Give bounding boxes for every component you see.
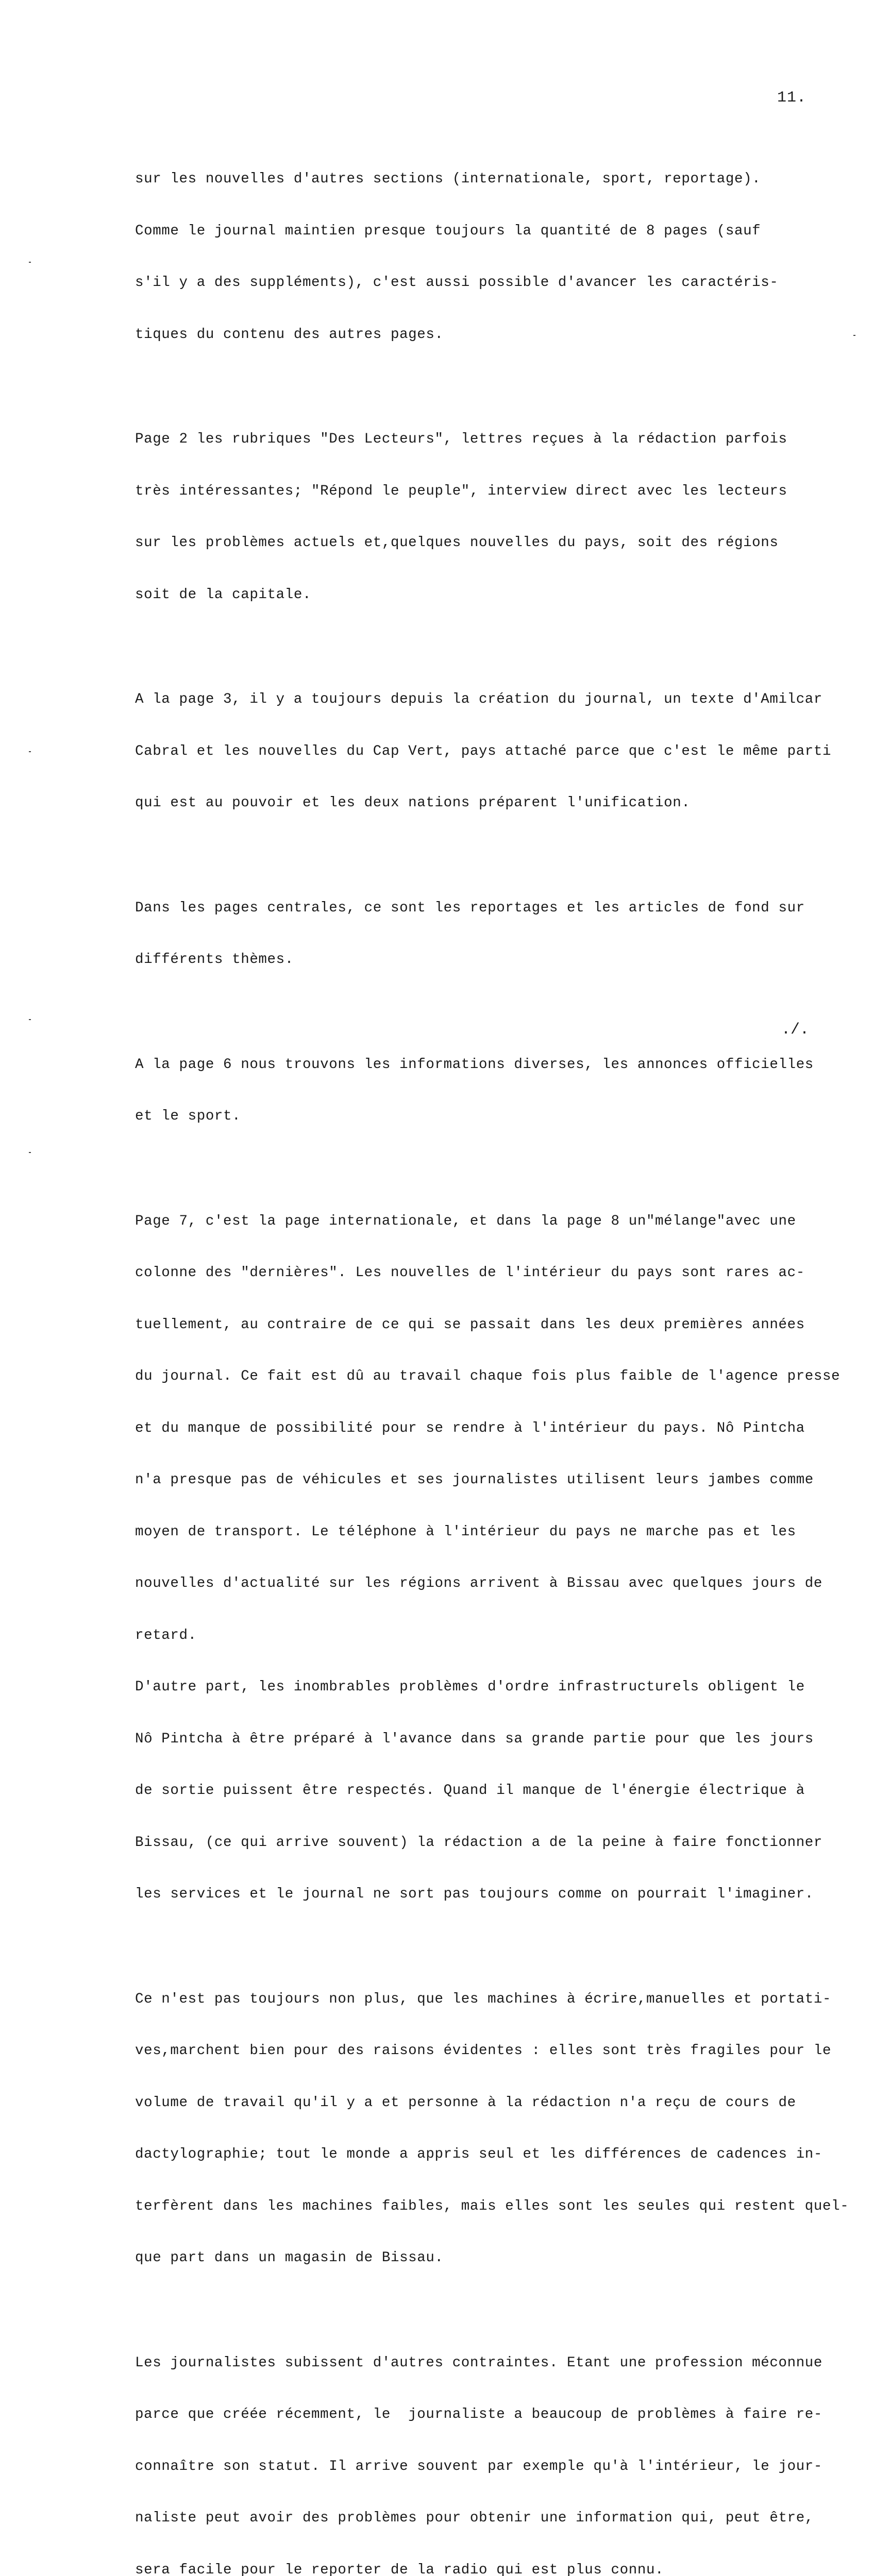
margin-mark <box>29 1152 31 1153</box>
margin-mark <box>29 751 31 752</box>
text-line: Ce n'est pas toujours non plus, que les machines à écrire,manuelles et portati- <box>135 1991 836 2008</box>
text-line: Page 7, c'est la page internationale, et dans la page 8 un"mélange"avec une <box>135 1213 836 1230</box>
text-line: Nô Pintcha à être préparé à l'avance dans sa grande partie pour que les jours <box>135 1731 836 1748</box>
paragraph <box>135 1178 836 1938</box>
margin-mark <box>29 1019 31 1020</box>
text-line: différents thèmes. <box>135 951 836 969</box>
text-line: qui est au pouvoir et les deux nations préparent l'unification. <box>135 794 836 812</box>
text-line: très intéressantes; "Répond le peuple", interview direct avec les lecteurs <box>135 483 836 500</box>
text-line: naliste peut avoir des problèmes pour obtenir une information qui, peut être, <box>135 2510 836 2527</box>
paragraph <box>135 865 836 1003</box>
text-line: retard. <box>135 1627 836 1645</box>
margin-mark <box>853 335 855 336</box>
text-line: s'il y a des suppléments), c'est aussi possible d'avancer les caractéris- <box>135 274 836 292</box>
text-line: et le sport. <box>135 1108 836 1125</box>
continuation-mark: ./. <box>781 1021 809 1039</box>
text-line: Dans les pages centrales, ce sont les reportages et les articles de fond sur <box>135 900 836 917</box>
text-line: tiques du contenu des autres pages. <box>135 326 836 344</box>
text-line: tuellement, au contraire de ce qui se passait dans les deux premières années <box>135 1316 836 1334</box>
text-line: Bissau, (ce qui arrive souvent) la rédaction a de la peine à faire fonctionner <box>135 1834 836 1852</box>
page-number: 11. <box>777 89 806 107</box>
text-line: dactylographie; tout le monde a appris seul et les différences de cadences in- <box>135 2146 836 2163</box>
text-line: terfèrent dans les machines faibles, mais elles sont les seules qui restent quel- <box>135 2198 836 2215</box>
text-line: de sortie puissent être respectés. Quand il manque de l'énergie électrique à <box>135 1782 836 1800</box>
text-line: sera facile pour le reporter de la radio qui est plus connu. <box>135 2562 836 2576</box>
text-line: connaître son statut. Il arrive souvent par exemple qu'à l'intérieur, le jour- <box>135 2458 836 2476</box>
text-line: les services et le journal ne sort pas toujours comme on pourrait l'imaginer. <box>135 1886 836 1903</box>
document-body <box>135 136 836 2576</box>
paragraph <box>135 656 836 846</box>
paragraph <box>135 1956 836 2301</box>
text-line: Cabral et les nouvelles du Cap Vert, pays attaché parce que c'est le même parti <box>135 743 836 760</box>
text-line: D'autre part, les inombrables problèmes d'ordre infrastructurels obligent le <box>135 1679 836 1696</box>
text-line: sur les nouvelles d'autres sections (internationale, sport, reportage). <box>135 171 836 188</box>
text-line: parce que créée récemment, le journaliste a beaucoup de problèmes à faire re- <box>135 2406 836 2424</box>
text-line: Comme le journal maintien presque toujours la quantité de 8 pages (sauf <box>135 223 836 240</box>
paragraph <box>135 136 836 378</box>
text-line: n'a presque pas de véhicules et ses journalistes utilisent leurs jambes comme <box>135 1471 836 1489</box>
text-line: A la page 3, il y a toujours depuis la création du journal, un texte d'Amilcar <box>135 691 836 708</box>
text-line: que part dans un magasin de Bissau. <box>135 2249 836 2267</box>
text-line: ves,marchent bien pour des raisons évidentes : elles sont très fragiles pour le <box>135 2042 836 2060</box>
text-line: moyen de transport. Le téléphone à l'intérieur du pays ne marche pas et les <box>135 1523 836 1541</box>
text-line: du journal. Ce fait est dû au travail chaque fois plus faible de l'agence presse <box>135 1368 836 1385</box>
text-line: et du manque de possibilité pour se rendre à l'intérieur du pays. Nô Pintcha <box>135 1420 836 1437</box>
text-line: soit de la capitale. <box>135 586 836 604</box>
text-line: nouvelles d'actualité sur les régions arrivent à Bissau avec quelques jours de <box>135 1575 836 1592</box>
text-line: volume de travail qu'il y a et personne à la rédaction n'a reçu de cours de <box>135 2094 836 2112</box>
text-line: A la page 6 nous trouvons les informations diverses, les annonces officielles <box>135 1056 836 1074</box>
paragraph <box>135 1022 836 1160</box>
text-line: Page 2 les rubriques "Des Lecteurs", lettres reçues à la rédaction parfois <box>135 431 836 448</box>
paragraph <box>135 396 836 638</box>
paragraph <box>135 2320 836 2576</box>
text-line: Les journalistes subissent d'autres contraintes. Etant une profession méconnue <box>135 2354 836 2372</box>
text-line: colonne des "dernières". Les nouvelles de l'intérieur du pays sont rares ac- <box>135 1264 836 1282</box>
margin-mark <box>29 262 31 263</box>
text-line: sur les problèmes actuels et,quelques nouvelles du pays, soit des régions <box>135 534 836 552</box>
